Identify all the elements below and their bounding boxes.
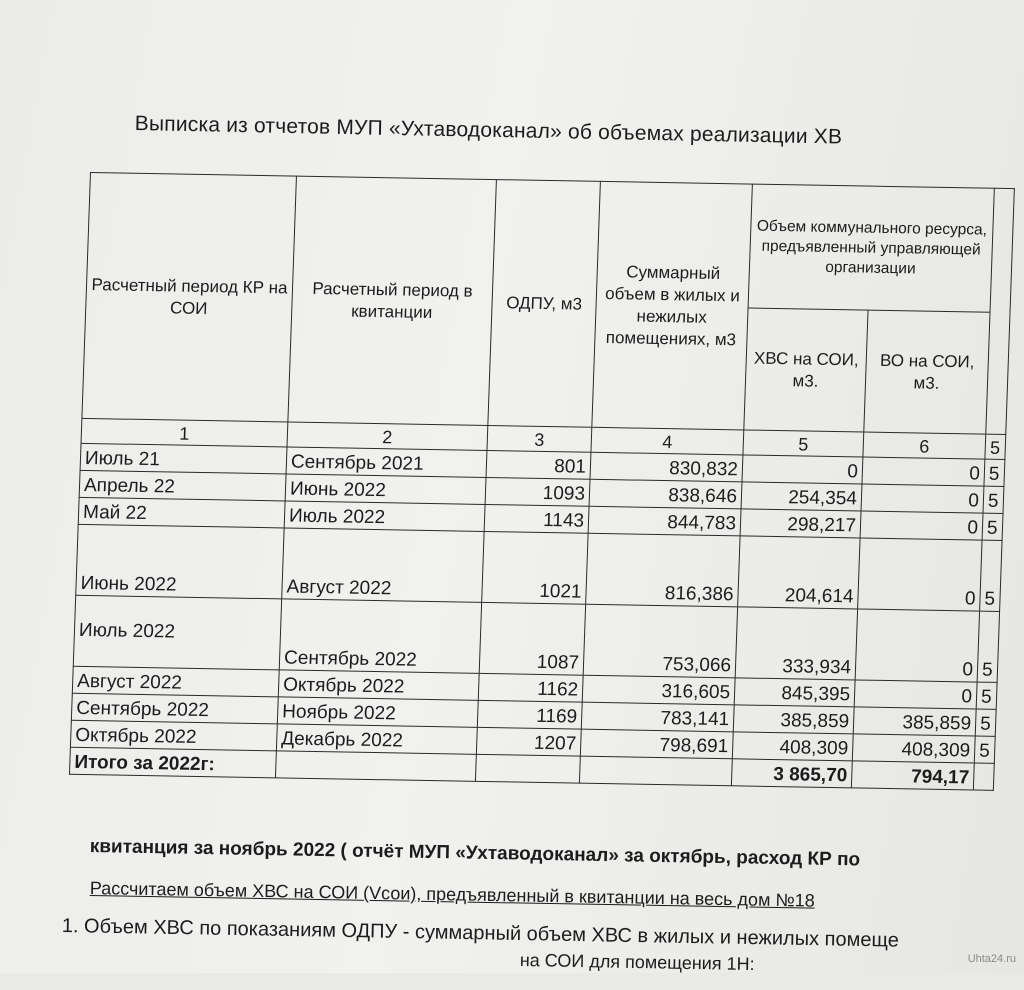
row-sum: 844,783 <box>588 506 741 536</box>
row-col7: 5 <box>980 540 1002 611</box>
row-odpu: 1207 <box>476 727 581 756</box>
row-vo: 0 <box>862 457 985 486</box>
header-sum-volume: Суммарный объем в жилых и нежилых помещениях, м3 <box>592 181 753 430</box>
row-odpu: 1021 <box>482 531 588 604</box>
row-period-kr: Октябрь 2022 <box>70 720 277 751</box>
row-hvs: 408,309 <box>732 732 853 761</box>
row-vo: 408,309 <box>852 734 975 763</box>
row-vo: 0 <box>854 680 977 709</box>
row-odpu: 1093 <box>485 477 590 506</box>
header-hvs-soi: ХВС на СОИ, м3. <box>744 308 868 432</box>
text-line-partial: на СОИ для помещения 1Н: <box>519 950 755 975</box>
row-hvs: 845,395 <box>734 678 855 707</box>
row-col7: 5 <box>976 682 997 709</box>
row-vo: 0 <box>858 538 982 611</box>
row-period-receipt: Октябрь 2022 <box>278 670 479 700</box>
row-sum: 783,141 <box>581 702 734 732</box>
row-vo: 0 <box>860 511 983 540</box>
col-number: 1 <box>81 418 288 447</box>
col-number: 4 <box>591 427 744 455</box>
header-period-receipt: Расчетный период в квитанции <box>288 176 497 425</box>
totals-empty <box>973 763 994 790</box>
header-vo-soi: ВО на СОИ, м3. <box>864 310 990 434</box>
totals-hvs: 3 865,70 <box>731 759 852 788</box>
row-odpu: 1143 <box>484 504 589 533</box>
row-period-kr: Июль 2022 <box>73 595 281 670</box>
row-period-kr: Июль 21 <box>80 443 287 474</box>
row-period-kr: Май 22 <box>78 497 285 528</box>
row-hvs: 204,614 <box>738 536 860 609</box>
row-hvs: 385,859 <box>733 705 854 734</box>
report-table-wrap <box>69 172 1014 791</box>
row-odpu: 1169 <box>477 700 582 729</box>
text-line-calc: Рассчитаем объем ХВС на СОИ (Vсои), предъявленный в квитанции на весь дом №18 <box>89 878 815 911</box>
row-hvs: 333,934 <box>735 607 857 680</box>
row-hvs: 298,217 <box>740 509 861 538</box>
row-period-receipt: Сентябрь 2021 <box>286 447 487 477</box>
text-line-receipt: квитанция за ноябрь 2022 ( отчёт МУП «Ухтаводоканал» за октябрь, расход КР по <box>89 836 861 871</box>
row-sum: 316,605 <box>582 675 735 705</box>
row-odpu: 1087 <box>479 602 585 675</box>
header-resource-group: Объем коммунального ресурса, предъявленный управляющей организации <box>748 184 994 312</box>
col-number: 5 <box>743 430 864 457</box>
col-number: 5 <box>985 434 1005 459</box>
row-period-receipt: Июнь 2022 <box>285 474 486 504</box>
row-period-receipt: Ноябрь 2022 <box>277 697 478 727</box>
row-period-receipt: Июль 2022 <box>284 501 485 531</box>
row-col7: 5 <box>983 486 1004 513</box>
row-col7: 5 <box>982 513 1003 540</box>
watermark: Uhta24.ru <box>967 953 1016 965</box>
totals-empty <box>579 756 732 786</box>
col-number: 2 <box>287 422 488 450</box>
totals-empty <box>275 751 476 781</box>
row-period-kr: Июнь 2022 <box>76 524 284 599</box>
row-hvs: 254,354 <box>741 482 862 511</box>
row-col7: 5 <box>975 709 996 736</box>
row-period-kr: Апрель 22 <box>79 470 286 501</box>
row-col7: 5 <box>984 459 1005 486</box>
row-sum: 798,691 <box>580 729 733 759</box>
row-odpu: 1162 <box>478 673 583 702</box>
row-sum: 816,386 <box>586 533 740 607</box>
row-sum: 830,832 <box>590 452 743 482</box>
row-period-kr: Август 2022 <box>72 666 279 697</box>
header-period-kr: Расчетный период КР на СОИ <box>82 173 297 422</box>
totals-empty <box>475 754 580 783</box>
totals-label: Итого за 2022г: <box>69 747 276 778</box>
row-sum: 753,066 <box>583 604 737 678</box>
row-hvs: 0 <box>742 455 863 484</box>
row-period-receipt: Декабрь 2022 <box>276 724 477 754</box>
header-odpu: ОДПУ, м3 <box>488 180 601 428</box>
row-period-receipt: Сентябрь 2022 <box>279 599 481 673</box>
document-title: Выписка из отчетов МУП «Ухтаводоканал» об объемах реализации ХВ <box>134 112 843 149</box>
report-table <box>69 172 1014 791</box>
col-number: 6 <box>863 432 986 459</box>
row-sum: 838,646 <box>589 479 742 509</box>
row-vo: 0 <box>861 484 984 513</box>
row-period-kr: Сентябрь 2022 <box>71 693 278 724</box>
row-period-receipt: Август 2022 <box>282 528 484 602</box>
row-vo: 0 <box>855 609 979 682</box>
row-col7: 5 <box>974 736 995 763</box>
row-odpu: 801 <box>486 450 591 479</box>
row-col7: 5 <box>977 611 999 682</box>
text-line-item1: 1. Объем ХВС по показаниям ОДПУ - суммарный объем ХВС в жилых и нежилых помеще <box>61 915 899 952</box>
row-vo: 385,859 <box>853 707 976 736</box>
col-number: 3 <box>487 425 592 452</box>
totals-vo: 794,17 <box>851 761 974 790</box>
